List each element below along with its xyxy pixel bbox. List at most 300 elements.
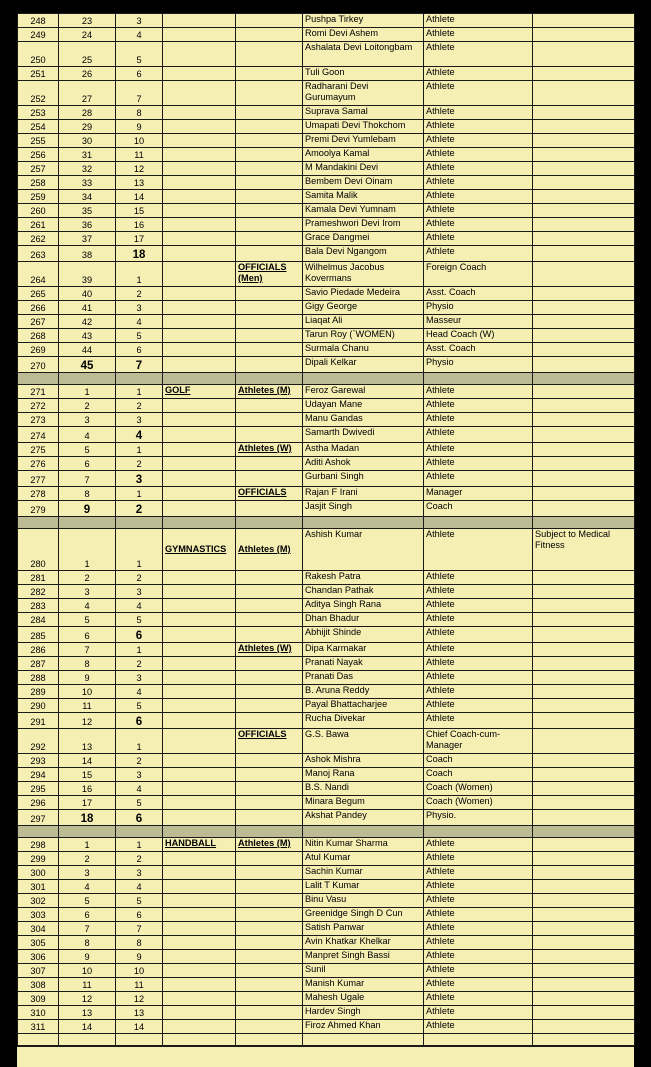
- category-cell: Athletes (W): [236, 643, 303, 657]
- sport-cell: [163, 176, 236, 190]
- serial-number: 248: [18, 14, 59, 28]
- sport-serial: 17: [59, 796, 116, 810]
- remarks-cell: [533, 343, 635, 357]
- role-cell: Athlete: [424, 866, 533, 880]
- table-row: [18, 399, 635, 413]
- sport-cell: [163, 148, 236, 162]
- remarks-cell: [533, 992, 635, 1006]
- category-cell: [236, 782, 303, 796]
- group-serial: 7: [116, 81, 163, 106]
- category-cell: [236, 315, 303, 329]
- name-cell: Hardev Singh: [303, 1006, 424, 1020]
- group-serial: 5: [116, 796, 163, 810]
- table-row: [18, 232, 635, 246]
- serial-number: 275: [18, 443, 59, 457]
- name-cell: Manpret Singh Bassi: [303, 950, 424, 964]
- sport-cell: [163, 218, 236, 232]
- role-cell: Athlete: [424, 713, 533, 729]
- sport-serial: 8: [59, 657, 116, 671]
- group-serial: 4: [116, 685, 163, 699]
- serial-number: 305: [18, 936, 59, 950]
- group-serial: 4: [116, 427, 163, 443]
- remarks-cell: [533, 699, 635, 713]
- sport-cell: [163, 232, 236, 246]
- category-cell: [236, 627, 303, 643]
- serial-number: 264: [18, 262, 59, 287]
- remarks-cell: [533, 517, 635, 529]
- serial-number: 280: [18, 529, 59, 571]
- serial-number: 255: [18, 134, 59, 148]
- sport-serial: [59, 517, 116, 529]
- name-cell: Aditi Ashok: [303, 457, 424, 471]
- group-serial: 17: [116, 232, 163, 246]
- remarks-cell: Subject to Medical Fitness: [533, 529, 635, 571]
- name-cell: Ashalata Devi Loitongbam: [303, 42, 424, 67]
- category-cell: [236, 964, 303, 978]
- serial-number: 295: [18, 782, 59, 796]
- sport-serial: 37: [59, 232, 116, 246]
- table-row: [18, 1020, 635, 1034]
- name-cell: Ashish Kumar: [303, 529, 424, 571]
- sport-serial: 16: [59, 782, 116, 796]
- serial-number: 300: [18, 866, 59, 880]
- sport-serial: 14: [59, 754, 116, 768]
- remarks-cell: [533, 301, 635, 315]
- role-cell: Asst. Coach: [424, 343, 533, 357]
- sport-serial: 6: [59, 627, 116, 643]
- sport-cell: [163, 301, 236, 315]
- serial-number: 311: [18, 1020, 59, 1034]
- remarks-cell: [533, 246, 635, 262]
- remarks-cell: [533, 908, 635, 922]
- remarks-cell: [533, 782, 635, 796]
- serial-number: 306: [18, 950, 59, 964]
- table-row: [18, 627, 635, 643]
- name-cell: Chandan Pathak: [303, 585, 424, 599]
- table-row: [18, 1006, 635, 1020]
- category-cell: [236, 894, 303, 908]
- remarks-cell: [533, 471, 635, 487]
- sport-serial: 38: [59, 246, 116, 262]
- role-cell: Athlete: [424, 585, 533, 599]
- sport-serial: 11: [59, 699, 116, 713]
- name-cell: Manish Kumar: [303, 978, 424, 992]
- role-cell: Athlete: [424, 67, 533, 81]
- serial-number: 309: [18, 992, 59, 1006]
- name-cell: Atul Kumar: [303, 852, 424, 866]
- role-cell: Athlete: [424, 908, 533, 922]
- name-cell: Amoolya Kamal: [303, 148, 424, 162]
- table-row: [18, 936, 635, 950]
- group-serial: 7: [116, 922, 163, 936]
- name-cell: B.S. Nandi: [303, 782, 424, 796]
- category-cell: [236, 343, 303, 357]
- name-cell: Rucha Divekar: [303, 713, 424, 729]
- remarks-cell: [533, 1020, 635, 1034]
- sport-serial: 9: [59, 501, 116, 517]
- group-serial: 1: [116, 643, 163, 657]
- group-serial: 1: [116, 729, 163, 754]
- table-row: [18, 699, 635, 713]
- sport-cell: [163, 487, 236, 501]
- remarks-cell: [533, 922, 635, 936]
- sport-cell: [163, 796, 236, 810]
- serial-number: 310: [18, 1006, 59, 1020]
- category-cell: [236, 826, 303, 838]
- sport-cell: GOLF: [163, 385, 236, 399]
- serial-number: 302: [18, 894, 59, 908]
- serial-number: 285: [18, 627, 59, 643]
- role-cell: Athlete: [424, 190, 533, 204]
- category-cell: [236, 880, 303, 894]
- category-cell: OFFICIALS: [236, 729, 303, 754]
- table-row: [18, 301, 635, 315]
- sport-cell: [163, 262, 236, 287]
- table-row: [18, 866, 635, 880]
- sport-serial: 12: [59, 992, 116, 1006]
- sport-serial: 15: [59, 768, 116, 782]
- role-cell: Athlete: [424, 657, 533, 671]
- serial-number: 301: [18, 880, 59, 894]
- group-serial: 2: [116, 457, 163, 471]
- group-serial: [116, 373, 163, 385]
- serial-number: 277: [18, 471, 59, 487]
- sport-cell: [163, 894, 236, 908]
- sport-cell: [163, 287, 236, 301]
- category-cell: [236, 978, 303, 992]
- sport-serial: 2: [59, 399, 116, 413]
- remarks-cell: [533, 385, 635, 399]
- sport-serial: 4: [59, 880, 116, 894]
- name-cell: Gurbani Singh: [303, 471, 424, 487]
- sport-cell: [163, 14, 236, 28]
- table-row: [18, 599, 635, 613]
- category-cell: [236, 768, 303, 782]
- group-serial: 10: [116, 964, 163, 978]
- table-row: [18, 357, 635, 373]
- sport-serial: 3: [59, 585, 116, 599]
- role-cell: Athlete: [424, 685, 533, 699]
- category-cell: [236, 908, 303, 922]
- role-cell: Coach (Women): [424, 782, 533, 796]
- sport-cell: [163, 357, 236, 373]
- role-cell: Athlete: [424, 427, 533, 443]
- sport-cell: [163, 936, 236, 950]
- remarks-cell: [533, 373, 635, 385]
- table-row: [18, 262, 635, 287]
- sport-serial: 25: [59, 42, 116, 67]
- group-serial: 4: [116, 880, 163, 894]
- name-cell: Savio Piedade Medeira: [303, 287, 424, 301]
- serial-number: [18, 1034, 59, 1046]
- sport-cell: [163, 880, 236, 894]
- sport-cell: GYMNASTICS: [163, 529, 236, 571]
- sport-serial: 1: [59, 529, 116, 571]
- sport-cell: [163, 501, 236, 517]
- sport-serial: 13: [59, 1006, 116, 1020]
- name-cell: Sachin Kumar: [303, 866, 424, 880]
- name-cell: Aditya Singh Rana: [303, 599, 424, 613]
- sport-serial: 7: [59, 643, 116, 657]
- role-cell: Athlete: [424, 529, 533, 571]
- sport-serial: 14: [59, 1020, 116, 1034]
- group-serial: 6: [116, 713, 163, 729]
- sport-serial: 9: [59, 950, 116, 964]
- category-cell: [236, 301, 303, 315]
- serial-number: 294: [18, 768, 59, 782]
- remarks-cell: [533, 315, 635, 329]
- table-row: [18, 922, 635, 936]
- role-cell: Athlete: [424, 613, 533, 627]
- serial-number: 266: [18, 301, 59, 315]
- table-row: [18, 385, 635, 399]
- sport-serial: 11: [59, 978, 116, 992]
- category-cell: [236, 218, 303, 232]
- serial-number: 298: [18, 838, 59, 852]
- table-row: [18, 782, 635, 796]
- category-cell: [236, 162, 303, 176]
- sport-cell: [163, 67, 236, 81]
- category-cell: [236, 950, 303, 964]
- group-serial: 5: [116, 42, 163, 67]
- category-cell: [236, 287, 303, 301]
- name-cell: M Mandakini Devi: [303, 162, 424, 176]
- remarks-cell: [533, 427, 635, 443]
- group-serial: [116, 517, 163, 529]
- role-cell: Athlete: [424, 599, 533, 613]
- remarks-cell: [533, 457, 635, 471]
- table-row: [18, 487, 635, 501]
- name-cell: Romi Devi Ashem: [303, 28, 424, 42]
- name-cell: [303, 517, 424, 529]
- name-cell: [303, 373, 424, 385]
- sport-serial: 5: [59, 894, 116, 908]
- table-row: [18, 148, 635, 162]
- remarks-cell: [533, 42, 635, 67]
- sport-serial: 9: [59, 671, 116, 685]
- name-cell: Astha Madan: [303, 443, 424, 457]
- category-cell: [236, 81, 303, 106]
- category-cell: Athletes (M): [236, 529, 303, 571]
- sport-serial: 33: [59, 176, 116, 190]
- role-cell: Athlete: [424, 385, 533, 399]
- remarks-cell: [533, 106, 635, 120]
- group-serial: 1: [116, 529, 163, 571]
- group-serial: 5: [116, 613, 163, 627]
- sport-serial: 39: [59, 262, 116, 287]
- role-cell: Athlete: [424, 852, 533, 866]
- category-cell: [236, 754, 303, 768]
- remarks-cell: [533, 357, 635, 373]
- remarks-cell: [533, 643, 635, 657]
- table-row: [18, 28, 635, 42]
- category-cell: [236, 14, 303, 28]
- table-row: [18, 894, 635, 908]
- category-cell: [236, 457, 303, 471]
- group-serial: 5: [116, 329, 163, 343]
- remarks-cell: [533, 950, 635, 964]
- remarks-cell: [533, 190, 635, 204]
- group-serial: 8: [116, 936, 163, 950]
- group-serial: 1: [116, 262, 163, 287]
- group-serial: 2: [116, 501, 163, 517]
- role-cell: Asst. Coach: [424, 287, 533, 301]
- category-cell: [236, 517, 303, 529]
- role-cell: Athlete: [424, 978, 533, 992]
- group-serial: 2: [116, 754, 163, 768]
- table-row: [18, 880, 635, 894]
- remarks-cell: [533, 443, 635, 457]
- name-cell: Akshat Pandey: [303, 810, 424, 826]
- role-cell: [424, 517, 533, 529]
- remarks-cell: [533, 936, 635, 950]
- sport-cell: [163, 643, 236, 657]
- table-row: [18, 585, 635, 599]
- remarks-cell: [533, 287, 635, 301]
- serial-number: 281: [18, 571, 59, 585]
- table-row: [18, 796, 635, 810]
- sport-serial: 10: [59, 964, 116, 978]
- remarks-cell: [533, 176, 635, 190]
- category-cell: [236, 134, 303, 148]
- sport-serial: 2: [59, 852, 116, 866]
- sport-cell: [163, 950, 236, 964]
- sport-serial: 3: [59, 866, 116, 880]
- sport-cell: [163, 585, 236, 599]
- category-cell: [236, 232, 303, 246]
- sport-cell: [163, 162, 236, 176]
- role-cell: Athlete: [424, 81, 533, 106]
- name-cell: Binu Vasu: [303, 894, 424, 908]
- category-cell: [236, 922, 303, 936]
- remarks-cell: [533, 413, 635, 427]
- name-cell: Udayan Mane: [303, 399, 424, 413]
- name-cell: Manu Gandas: [303, 413, 424, 427]
- table-row: [18, 852, 635, 866]
- name-cell: G.S. Bawa: [303, 729, 424, 754]
- category-cell: [236, 1020, 303, 1034]
- group-serial: 6: [116, 627, 163, 643]
- category-cell: [236, 190, 303, 204]
- name-cell: Bembem Devi Oinam: [303, 176, 424, 190]
- table-row: [18, 343, 635, 357]
- role-cell: Athlete: [424, 950, 533, 964]
- table-row: [18, 838, 635, 852]
- table-row: [18, 964, 635, 978]
- role-cell: Athlete: [424, 922, 533, 936]
- sport-serial: 7: [59, 471, 116, 487]
- sport-serial: [59, 1034, 116, 1046]
- serial-number: 265: [18, 287, 59, 301]
- sport-serial: 13: [59, 729, 116, 754]
- category-cell: [236, 399, 303, 413]
- serial-number: 303: [18, 908, 59, 922]
- group-serial: 1: [116, 443, 163, 457]
- sport-cell: [163, 315, 236, 329]
- serial-number: 284: [18, 613, 59, 627]
- role-cell: Athlete: [424, 894, 533, 908]
- remarks-cell: [533, 14, 635, 28]
- sport-serial: 24: [59, 28, 116, 42]
- serial-number: 289: [18, 685, 59, 699]
- name-cell: Greenidge Singh D Cun: [303, 908, 424, 922]
- sport-serial: 27: [59, 81, 116, 106]
- serial-number: 260: [18, 204, 59, 218]
- table-row: [18, 162, 635, 176]
- remarks-cell: [533, 852, 635, 866]
- remarks-cell: [533, 729, 635, 754]
- remarks-cell: [533, 204, 635, 218]
- sport-cell: [163, 81, 236, 106]
- category-cell: [236, 427, 303, 443]
- role-cell: Foreign Coach: [424, 262, 533, 287]
- group-serial: 11: [116, 978, 163, 992]
- table-row: [18, 950, 635, 964]
- table-row: [18, 768, 635, 782]
- category-cell: [236, 471, 303, 487]
- role-cell: Masseur: [424, 315, 533, 329]
- table-row: [18, 287, 635, 301]
- role-cell: Athlete: [424, 42, 533, 67]
- name-cell: Mahesh Ugale: [303, 992, 424, 1006]
- name-cell: Dipali Kelkar: [303, 357, 424, 373]
- remarks-cell: [533, 1034, 635, 1046]
- table-body: [18, 14, 635, 1046]
- remarks-cell: [533, 978, 635, 992]
- serial-number: 287: [18, 657, 59, 671]
- sport-serial: 5: [59, 443, 116, 457]
- name-cell: Tarun Roy (`WOMEN): [303, 329, 424, 343]
- serial-number: 282: [18, 585, 59, 599]
- sport-serial: 34: [59, 190, 116, 204]
- category-cell: [236, 866, 303, 880]
- sport-serial: 1: [59, 838, 116, 852]
- sport-cell: [163, 978, 236, 992]
- table-row: [18, 471, 635, 487]
- serial-number: 273: [18, 413, 59, 427]
- serial-number: 262: [18, 232, 59, 246]
- role-cell: [424, 826, 533, 838]
- name-cell: Nitin Kumar Sharma: [303, 838, 424, 852]
- sport-serial: 7: [59, 922, 116, 936]
- name-cell: Minara Begum: [303, 796, 424, 810]
- sport-serial: 2: [59, 571, 116, 585]
- name-cell: Lalit T Kumar: [303, 880, 424, 894]
- serial-number: 296: [18, 796, 59, 810]
- name-cell: Feroz Garewal: [303, 385, 424, 399]
- group-serial: 2: [116, 852, 163, 866]
- table-row: [18, 134, 635, 148]
- category-cell: [236, 120, 303, 134]
- name-cell: Liaqat Ali: [303, 315, 424, 329]
- remarks-cell: [533, 768, 635, 782]
- sport-cell: [163, 329, 236, 343]
- sport-serial: [59, 826, 116, 838]
- group-serial: 3: [116, 301, 163, 315]
- role-cell: Athlete: [424, 643, 533, 657]
- name-cell: Surmala Chanu: [303, 343, 424, 357]
- serial-number: 267: [18, 315, 59, 329]
- remarks-cell: [533, 571, 635, 585]
- remarks-cell: [533, 613, 635, 627]
- category-cell: [236, 148, 303, 162]
- sport-serial: [59, 373, 116, 385]
- sport-cell: [163, 729, 236, 754]
- remarks-cell: [533, 399, 635, 413]
- category-cell: [236, 1034, 303, 1046]
- group-serial: 6: [116, 67, 163, 81]
- sport-serial: 18: [59, 810, 116, 826]
